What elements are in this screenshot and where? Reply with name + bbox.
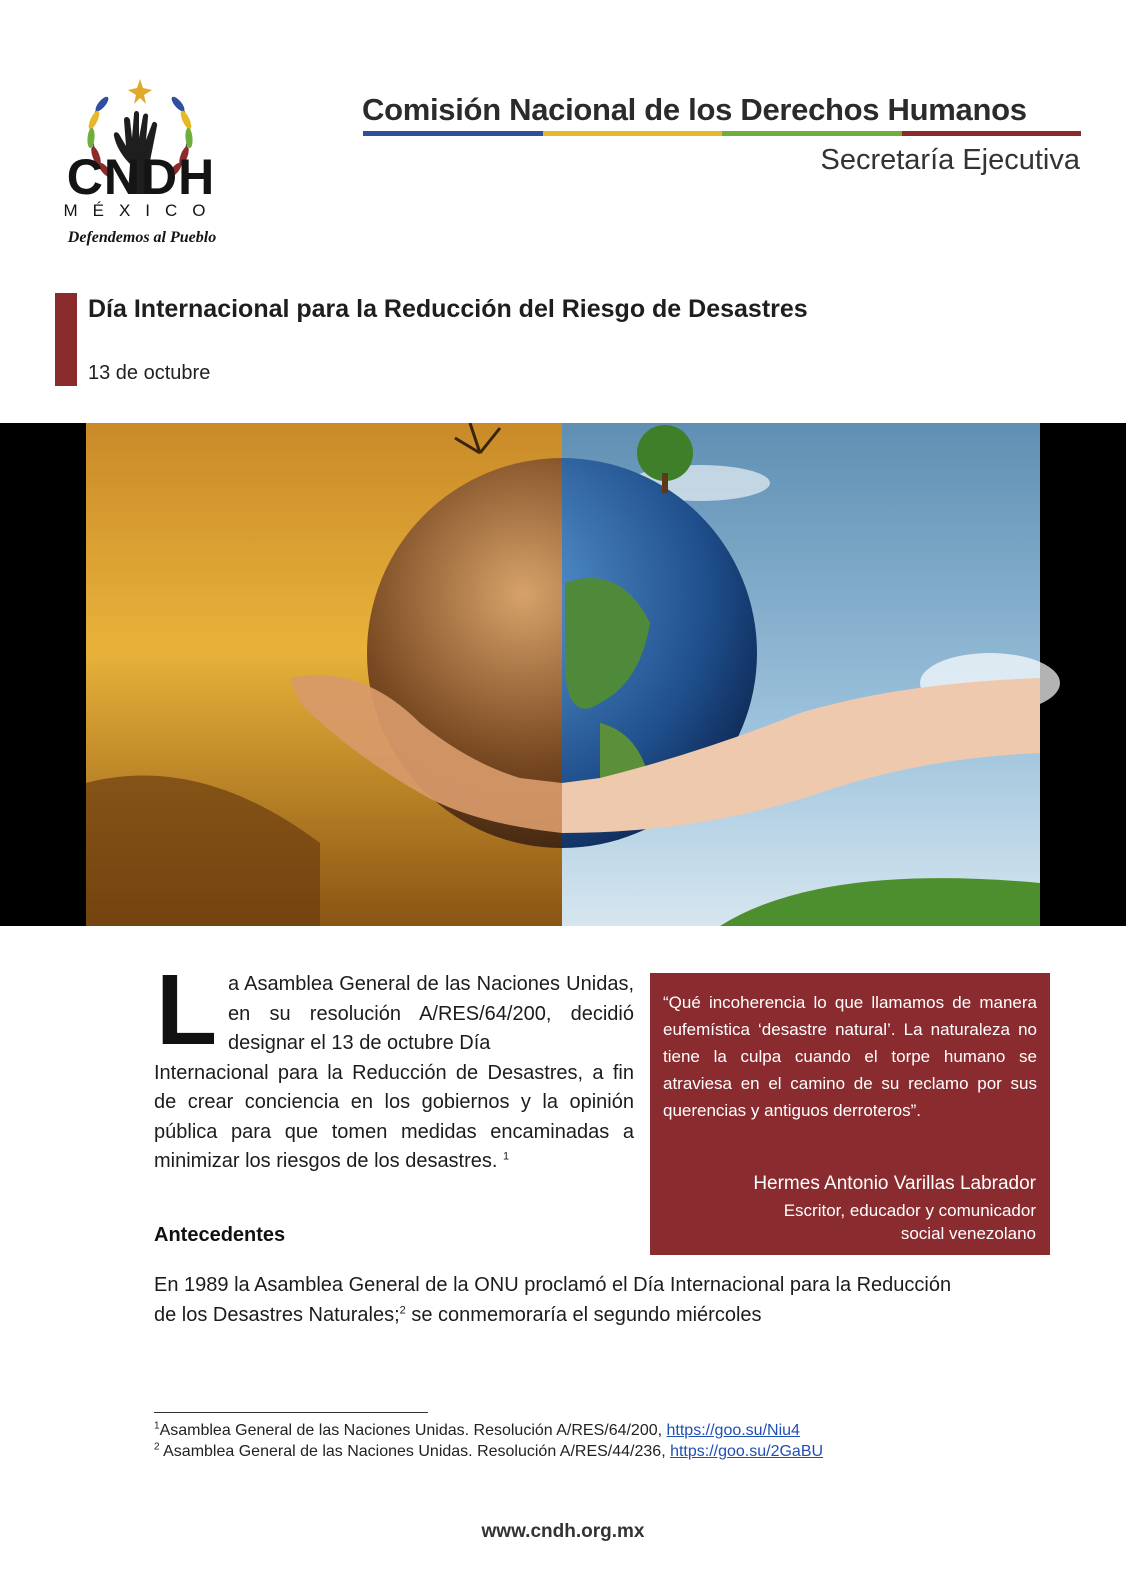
footnote-divider: [154, 1412, 428, 1413]
intro-paragraph: [154, 970, 634, 1177]
star-icon: [128, 79, 152, 104]
quote-text: “Qué incoherencia lo que llamamos de manera eufemística ‘desastre natural’. La naturaleza no tiene la culpa cuando el torpe humano se atraviesa en el camino de su reclamo por sus querencias y antiguos derroteros”.: [663, 993, 1037, 1120]
quote-box: [650, 973, 1050, 1255]
cndh-logo: [50, 26, 230, 256]
color-bar-segment: [543, 131, 723, 136]
quote-author: Hermes Antonio Varillas Labrador: [753, 1173, 1036, 1194]
hero-image: [0, 423, 1126, 926]
document-date: 13 de octubre: [88, 362, 211, 384]
intro-rest: [154, 1059, 634, 1177]
logo-motto: Defendemos al Pueblo: [67, 229, 217, 246]
footer-website[interactable]: www.cndh.org.mx: [481, 1521, 645, 1542]
color-bar-segment: [902, 131, 1082, 136]
footnote-1: [154, 1422, 1054, 1440]
color-bar: [363, 131, 1081, 136]
footnote-text: Asamblea General de las Naciones Unidas. Resolución A/RES/44/236,: [159, 1443, 671, 1460]
org-unit: Secretaría Ejecutiva: [820, 144, 1080, 176]
footnote-link[interactable]: https://goo.su/Niu4: [666, 1422, 800, 1439]
drop-cap: L: [156, 954, 218, 1066]
logo-country: MÉXICO: [63, 201, 221, 220]
footnote-number: 1: [154, 1420, 160, 1432]
section-heading: Antecedentes: [154, 1224, 286, 1246]
color-bar-segment: [722, 131, 902, 136]
logo-title: CNDH: [66, 149, 216, 205]
color-bar-segment: [363, 131, 543, 136]
footnote-text: Asamblea General de las Naciones Unidas. Resolución A/RES/64/200,: [159, 1422, 667, 1439]
intro-first-lines: a Asamblea General de las Naciones Unidas, en su resolución A/RES/64/200, decidió designar el 13 de octubre Día: [228, 973, 634, 1054]
footnote-link[interactable]: https://goo.su/2GaBU: [670, 1443, 824, 1460]
body-paragraph-text-a: En 1989 la Asamblea General de la ONU proclamó el Día Internacional para la Reducción de los Desastres Naturales;: [154, 1274, 952, 1326]
footnote-number: 2: [154, 1441, 160, 1453]
body-paragraph-text-b: se conmemoraría el segundo miércoles: [405, 1304, 762, 1326]
quote-author-role: Escritor, educador y comunicador social venezolano: [783, 1201, 1036, 1243]
footnote-ref[interactable]: 1: [503, 1150, 510, 1163]
body-paragraph: [154, 1270, 974, 1330]
org-name: Comisión Nacional de los Derechos Humanos: [362, 92, 1027, 127]
page-title: Día Internacional para la Reducción del Riesgo de Desastres: [88, 295, 808, 323]
title-accent-bar: [55, 293, 77, 386]
intro-rest-text: Internacional para la Reducción de Desastres, a fin de crear conciencia en los gobiernos y la opinión pública para que tomen medidas encaminadas a minimizar los riesgos de los desastres.: [154, 1061, 634, 1172]
footnote-2: [154, 1443, 1054, 1461]
footnote-ref[interactable]: 2: [399, 1304, 406, 1317]
